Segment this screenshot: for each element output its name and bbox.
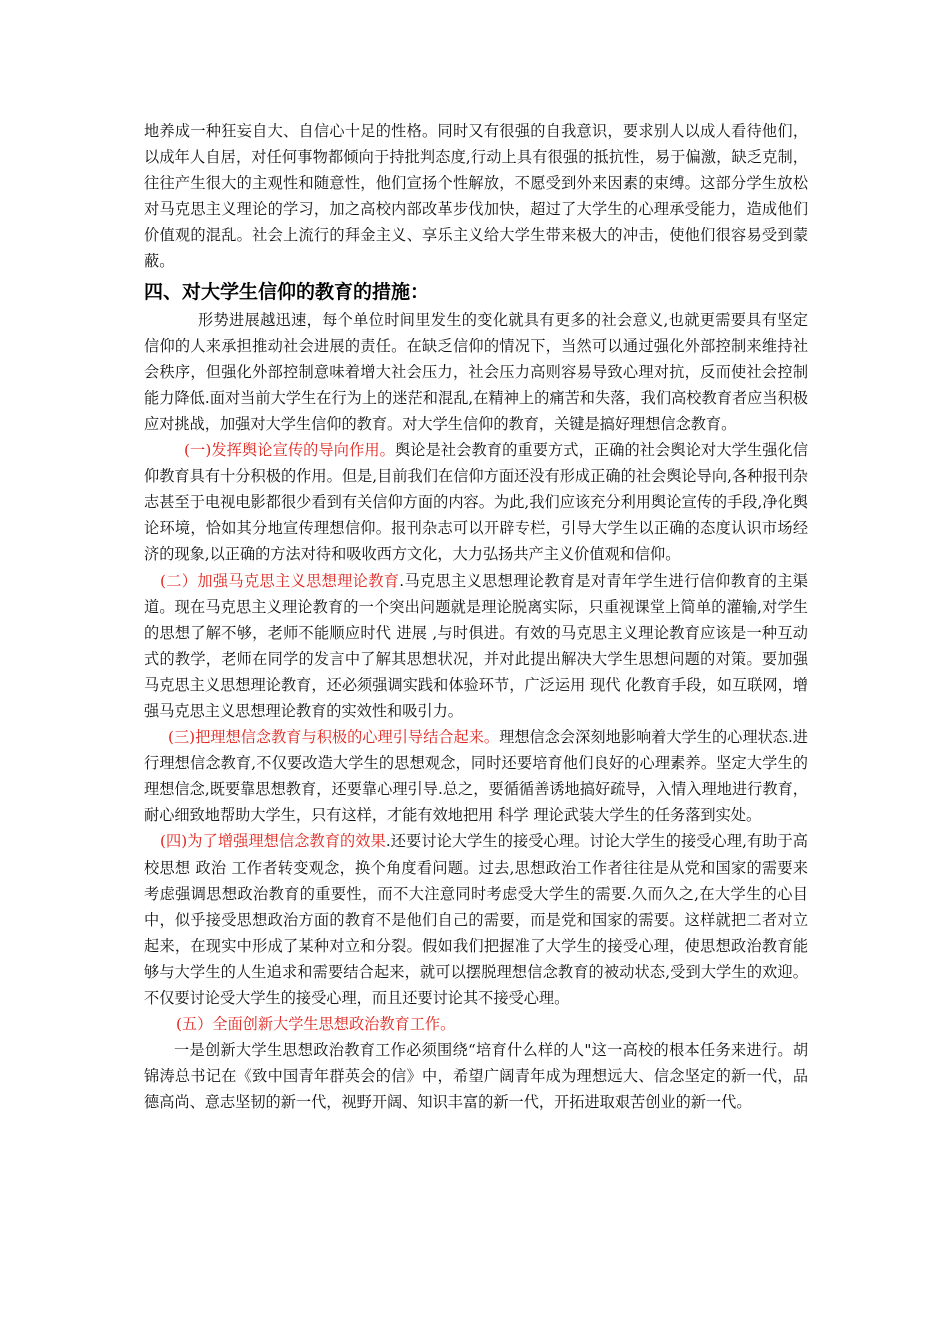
final-paragraph: 一是创新大学生思想政治教育工作必须围绕“培育什么样的人"这一高校的根本任务来进行。胡锦涛总书记在《致中国青年群英会的信》中，希望广阔青年成为理想远大、信念坚定的新一代，品德高尚、意志坚韧的新一代，视野开阔、知识丰富的新一代，开拓进取艰苦创业的新一代。 xyxy=(144,1041,808,1112)
section-heading: 四、对大学生信仰的教育的措施： xyxy=(144,280,430,303)
intro-paragraph: 地养成一种狂妄自大、自信心十足的性格。同时又有很强的自我意识，要求别人以成人看待他们，以成年人自居，对任何事物都倾向于持批判态度,行动上具有很强的抵抗性，易于偏激，缺乏克制，往往产生很大的主观性和随意性，他们宣扬个性解放，不愿受到外来因素的束缚。这部分学生放松对马克思主义理论的学习，加之高校内部改革步伐加快，超过了大学生的心理承受能力，造成他们价值观的混乱。社会上流行的拜金主义、享乐主义给大学生带来极大的冲击，使他们很容易受到蒙蔽。 xyxy=(144,122,808,271)
measure-1-body: 舆论是社会教育的重要方式，正确的社会舆论对大学生强化信仰教育具有十分积极的作用。但是,目前我们在信仰方面还没有形成正确的社会舆论导向,各种报刊杂志甚至于电视电影都很少看到有关信仰方面的内容。为此,我们应该充分利用舆论宣传的手段,净化舆论环境，恰如其分地宣传理想信仰。报刊杂志可以开辟专栏，引导大学生以正确的态度认识市场经济的现象,以正确的方法对待和吸收西方文化，大力弘扬共产主义价值观和信仰。 xyxy=(144,441,809,564)
measure-1-paragraph xyxy=(144,437,808,567)
measure-5-paragraph xyxy=(144,1011,808,1037)
measure-1-title: (一)发挥舆论宣传的导向作用。 xyxy=(184,441,395,460)
measure-2-paragraph xyxy=(144,568,808,725)
measure-3-title: (三)把理想信念教育与积极的心理引导结合起来。 xyxy=(168,728,500,747)
measure-4-title: (四)为了增强理想信念教育的效果 xyxy=(160,832,386,851)
measure-2-body: .马克思主义思想理论教育是对青年学生进行信仰教育的主渠道。现在马克思主义理论教育的一个突出问题就是理论脱离实际，只重视课堂上简单的灌输,对学生的思想了解不够，老师不能顺应时代 进展 ,与时俱进。有效的马克思主义理论教育应该是一种互动式的教学，老师在同学的发言中了解其思想状况，并对此提出解决大学生思想问题的对策。要加强马克思主义思想理论教育，还必须强调实践和体验环节，广泛运用 现代 化教育手段，如互联网，增强马克思主义思想理论教育的实效性和吸引力。 xyxy=(144,571,808,720)
measure-5-title: (五）全面创新大学生思想政治教育工作。 xyxy=(176,1015,456,1034)
measure-2-title: (二）加强马克思主义思想理论教育 xyxy=(160,571,400,590)
measure-3-body: 理想信念会深刻地影响着大学生的心理状态.进行理想信念教育,不仅要改造大学生的思想观念，同时还要培育他们良好的心理素养。坚定大学生的理想信念,既要靠思想教育，还要靠心理引导.总之，要循循善诱地搞好疏导，入情入理地进行教育，耐心细致地帮助大学生，只有这样，才能有效地把用 科学 理论武装大学生的任务落到实处。 xyxy=(144,728,808,825)
document-page xyxy=(144,118,808,1115)
measure-4-body: .还要讨论大学生的接受心理。讨论大学生的接受心理,有助于高校思想 政治 工作者转变观念，换个角度看问题。过去,思想政治工作者往往是从党和国家的需要来考虑强调思想政治教育的重要性，而不大注意同时考虑受大学生的需要.久而久之,在大学生的心目中，似乎接受思想政治方面的教育不是他们自己的需要，而是党和国家的需要。这样就把二者对立起来，在现实中形成了某种对立和分裂。假如我们把握准了大学生的接受心理，使思想政治教育能够与大学生的人生追求和需要结合起来，就可以摆脱理想信念教育的被动状态,受到大学生的欢迎。不仅要讨论受大学生的接受心理，而且还要讨论其不接受心理。 xyxy=(144,832,808,1007)
measure-3-paragraph xyxy=(144,724,808,828)
section-intro-paragraph: 形势进展越迅速，每个单位时间里发生的变化就具有更多的社会意义,也就更需要具有坚定信仰的人来承担推动社会进展的责任。在缺乏信仰的情况下，当然可以通过强化外部控制来维持社会秩序，但强化外部控制意味着增大社会压力，社会压力高则容易导致心理对抗，反而使社会控制能力降低.面对当前大学生在行为上的迷茫和混乱,在精神上的痛苦和失落，我们高校教育者应当积极应对挑战，加强对大学生信仰的教育。对大学生信仰的教育，关键是搞好理想信念教育。 xyxy=(144,310,808,433)
measure-4-paragraph xyxy=(144,828,808,1011)
